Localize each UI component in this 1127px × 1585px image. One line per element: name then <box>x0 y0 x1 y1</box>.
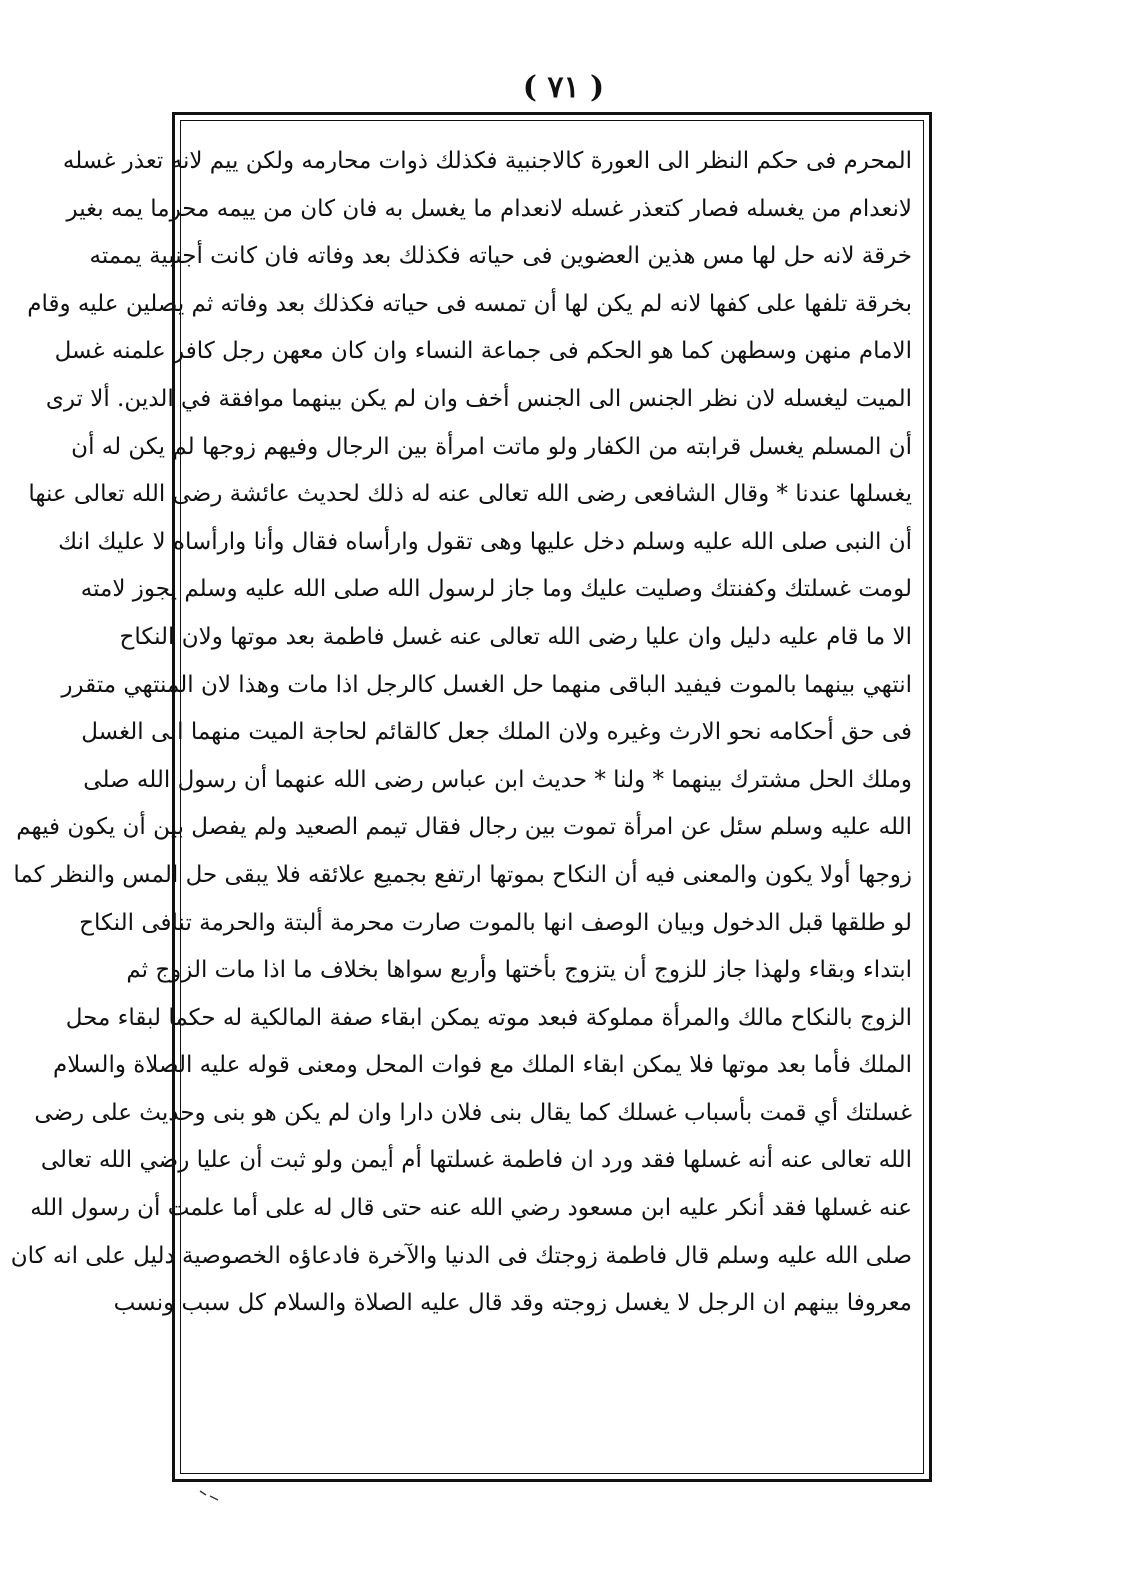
text-line-17: لو طلقها قبل الدخول وبيان الوصف انها بالموت صارت محرمة ألبتة والحرمة تنافى النكاح <box>79 909 912 936</box>
text-line-14: وملك الحل مشترك بينهما * ولنا * حديث ابن عباس رضى الله عنهما أن رسول الله صلى <box>83 766 912 793</box>
text-line-5: الامام منهن وسطهن كما هو الحكم فى جماعة النساء وان كان معهن رجل كافر علمنه غسل <box>54 338 912 365</box>
text-line-22: الله تعالى عنه أنه غسلها فقد ورد ان فاطمة غسلتها أم أيمن ولو ثبت أن عليا رضي الله تعالى <box>40 1147 912 1174</box>
text-line-16: زوجها أولا يكون والمعنى فيه أن النكاح بموتها ارتفع بجميع علائقه فلا يبقى حل المس والنظر كما <box>13 861 912 888</box>
text-line-11: الا ما قام عليه دليل وان عليا رضى الله تعالى عنه غسل فاطمة بعد موتها ولان النكاح <box>119 623 912 650</box>
body-text <box>10 112 932 1482</box>
text-line-3: خرقة لانه حل لها مس هذين العضوين فى حياته فكذلك بعد وفاته فان كانت أجنبية يممته <box>89 243 912 270</box>
scan-speck <box>198 1488 222 1502</box>
text-line-4: بخرقة تلفها على كفها لانه لم يكن لها أن تمسه فى حياته فكذلك بعد وفاته ثم يصلين عليه وقام <box>27 290 912 317</box>
text-line-6: الميت ليغسله لان نظر الجنس الى الجنس أخف وان لم يكن بينهما موافقة في الدين. ألا ترى <box>45 385 912 412</box>
text-line-9: أن النبى صلى الله عليه وسلم دخل عليها وهى تقول وارأساه فقال وأنا وارأساه لا عليك انك <box>58 528 912 555</box>
text-line-15: الله عليه وسلم سئل عن امرأة تموت بين رجال فقال تيمم الصعيد ولم يفصل بين أن يكون فيهم <box>16 814 912 841</box>
text-line-8: يغسلها عندنا * وقال الشافعى رضى الله تعالى عنه له ذلك لحديث عائشة رضى الله تعالى عنها <box>28 481 912 508</box>
text-line-1: المحرم فى حكم النظر الى العورة كالاجنبية فكذلك ذوات محارمه ولكن ييم لانه تعذر غسله <box>62 148 912 174</box>
text-line-2: لانعدام من يغسله فصار كتعذر غسله لانعدام ما يغسل به فان كان من ييمه محرما يمه بغير <box>66 195 912 222</box>
text-line-25: معروفا بينهم ان الرجل لا يغسل زوجته وقد قال عليه الصلاة والسلام كل سبب ونسب <box>113 1290 912 1317</box>
text-line-19: الزوج بالنكاح مالك والمرأة مملوكة فبعد موته يمكن ابقاء صفة المالكية له حكما لبقاء محل <box>65 1004 912 1031</box>
text-line-7: أن المسلم يغسل قرابته من الكفار ولو ماتت امرأة بين الرجال وفيهم زوجها لم يكن له أن <box>71 433 912 460</box>
text-line-23: عنه غسلها فقد أنكر عليه ابن مسعود رضي الله عنه حتى قال له على أما علمت أن رسول الله <box>30 1195 912 1222</box>
page-number: ( ٧١ ) <box>522 70 605 105</box>
text-line-24: صلى الله عليه وسلم قال فاطمة زوجتك فى الدنيا والآخرة فادعاؤه الخصوصية دليل على انه كان <box>10 1242 912 1269</box>
text-line-21: غسلتك أي قمت بأسباب غسلك كما يقال بنى فلان دارا وان لم يكن هو بنى وحديث على رضى <box>34 1099 912 1126</box>
text-line-18: ابتداء وبقاء ولهذا جاز للزوج أن يتزوج بأختها وأربع سواها بخلاف ما اذا مات الزوج ثم <box>126 957 912 984</box>
text-line-20: الملك فأما بعد موتها فلا يمكن ابقاء الملك مع فوات المحل ومعنى قوله عليه الصلاة والسلام <box>52 1052 912 1079</box>
text-line-13: فى حق أحكامه نحو الارث وغيره ولان الملك جعل كالقائم لحاجة الميت منهما الى الغسل <box>81 719 912 746</box>
text-line-12: انتهي بينهما بالموت فيفيد الباقى منهما حل الغسل كالرجل اذا مات وهذا لان المنتهي متقرر <box>61 671 912 698</box>
text-line-10: لومت غسلتك وكفنتك وصليت عليك وما جاز لرسول الله صلى الله عليه وسلم يجوز لامته <box>80 576 912 603</box>
